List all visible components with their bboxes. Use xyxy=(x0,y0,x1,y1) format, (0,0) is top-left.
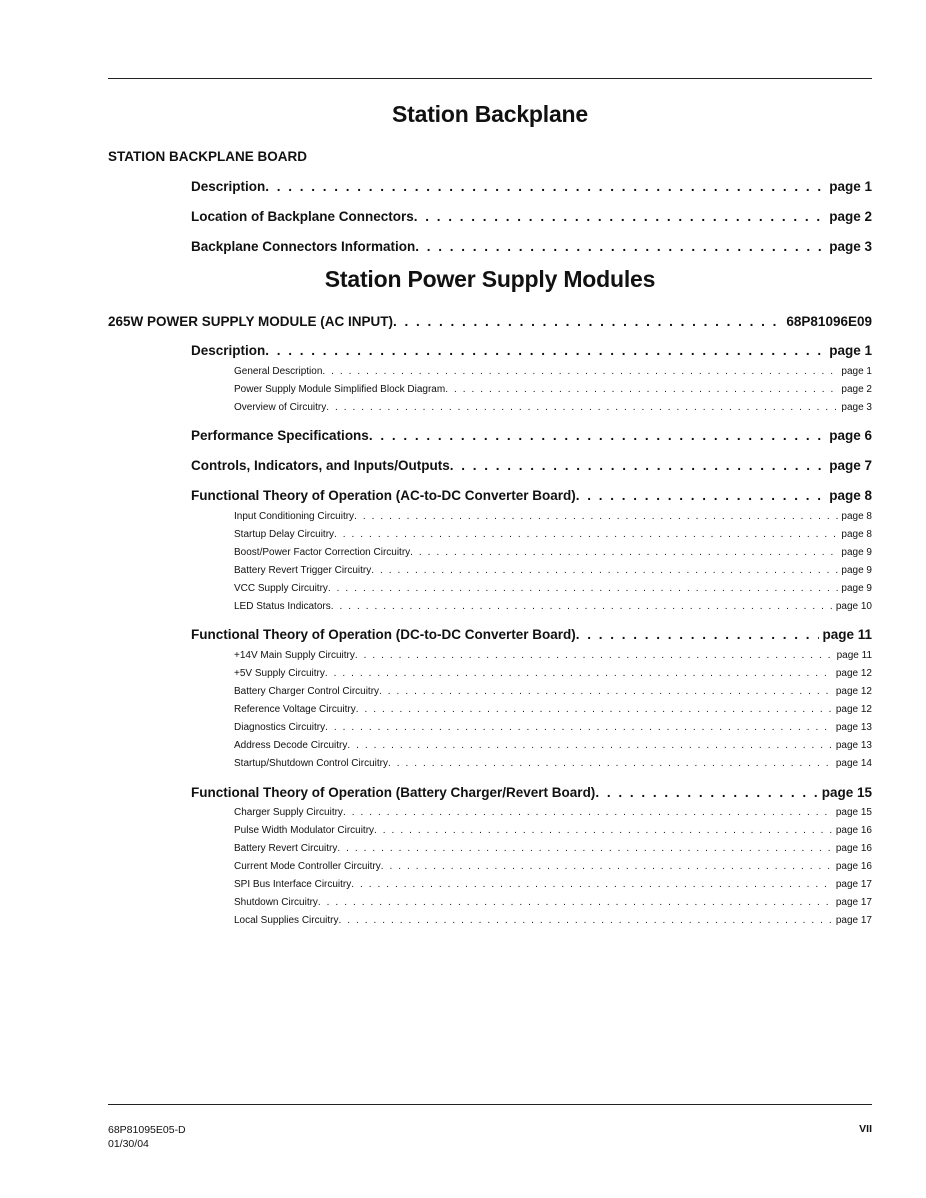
toc-subentry-label: SPI Bus Interface Circuitry xyxy=(234,879,352,890)
dot-leader xyxy=(374,825,833,836)
dot-leader xyxy=(325,668,833,679)
dot-leader xyxy=(339,915,833,926)
toc-entry-page: page 1 xyxy=(829,179,872,194)
toc-subentry[interactable] xyxy=(234,704,872,715)
toc-subentry-label: Current Mode Controller Circuitry xyxy=(234,861,381,872)
toc-subentry-label: Pulse Width Modulator Circuitry xyxy=(234,825,375,836)
toc-entry-label: Performance Specifications xyxy=(191,428,369,443)
toc-entry-page: page 1 xyxy=(829,343,872,358)
chapter-entry-265w[interactable] xyxy=(108,314,872,329)
section-title-backplane: Station Backplane xyxy=(392,101,588,127)
dot-leader xyxy=(337,843,832,854)
toc-entry-label: Functional Theory of Operation (Battery Charger/Revert Board) xyxy=(191,785,596,800)
toc-subentry-label: Input Conditioning Circuitry xyxy=(234,511,355,522)
toc-entry-label: Description xyxy=(191,343,266,358)
toc-entry-page: page 3 xyxy=(829,239,872,254)
toc-entry-page: page 2 xyxy=(829,209,872,224)
toc-subentry-page: page 13 xyxy=(835,740,872,751)
dot-leader xyxy=(318,897,833,908)
toc-entry[interactable] xyxy=(191,785,872,800)
toc-entry-page: page 6 xyxy=(829,428,872,443)
dot-leader xyxy=(393,314,783,329)
dot-leader xyxy=(265,343,826,358)
dot-leader xyxy=(265,179,826,194)
toc-subentry-page: page 8 xyxy=(841,511,872,522)
toc-subentry[interactable] xyxy=(234,511,872,522)
dot-leader xyxy=(343,807,833,818)
dot-leader xyxy=(331,601,833,612)
toc-subentry-page: page 12 xyxy=(835,668,872,679)
toc-subentry[interactable] xyxy=(234,547,872,558)
dot-leader xyxy=(576,627,820,642)
toc-subentry-page: page 16 xyxy=(835,843,872,854)
dot-leader xyxy=(369,428,826,443)
toc-subentry[interactable] xyxy=(234,740,872,751)
dot-leader xyxy=(445,384,838,395)
toc-entry[interactable] xyxy=(191,428,872,443)
toc-subentry-page: page 8 xyxy=(841,529,872,540)
toc-entry-label: Location of Backplane Connectors xyxy=(191,209,414,224)
dot-leader xyxy=(595,785,818,800)
toc-subentry-page: page 3 xyxy=(841,402,872,413)
toc-subentry[interactable] xyxy=(234,825,872,836)
dot-leader xyxy=(326,402,838,413)
toc-subentry[interactable] xyxy=(234,861,872,872)
toc-entry-page: page 8 xyxy=(829,488,872,503)
toc-subentry-label: Power Supply Module Simplified Block Diagram xyxy=(234,384,446,395)
toc-subentry-label: Boost/Power Factor Correction Circuitry xyxy=(234,547,411,558)
toc-subentry-label: Charger Supply Circuitry xyxy=(234,807,343,818)
toc-entry-label: Functional Theory of Operation (DC-to-DC Converter Board) xyxy=(191,627,576,642)
toc-subentry-page: page 10 xyxy=(835,601,872,612)
toc-subentry-page: page 9 xyxy=(841,565,872,576)
toc-subentry-label: +14V Main Supply Circuitry xyxy=(234,650,355,661)
dot-leader xyxy=(414,209,826,224)
toc-entry-page: page 11 xyxy=(822,627,872,642)
toc-subentry-label: Diagnostics Circuitry xyxy=(234,722,326,733)
dot-leader xyxy=(371,565,838,576)
toc-subentry[interactable] xyxy=(234,879,872,890)
section-title-power-supply: Station Power Supply Modules xyxy=(324,266,656,292)
toc-entry-page: page 7 xyxy=(829,458,872,473)
header-rule xyxy=(108,78,872,79)
toc-subentry-page: page 14 xyxy=(835,758,872,769)
toc-subentry-page: page 17 xyxy=(835,879,872,890)
footer-doc-info xyxy=(108,1123,186,1151)
toc-subentry-page: page 12 xyxy=(835,686,872,697)
toc-subentry-page: page 13 xyxy=(835,722,872,733)
toc-subentry[interactable] xyxy=(234,650,872,661)
toc-subentry-page: page 16 xyxy=(835,861,872,872)
toc-entry[interactable] xyxy=(191,239,872,254)
toc-subentry-label: +5V Supply Circuitry xyxy=(234,668,325,679)
toc-subentry-page: page 2 xyxy=(841,384,872,395)
toc-subentry-label: LED Status Indicators xyxy=(234,601,331,612)
dot-leader xyxy=(415,239,826,254)
toc-subentry[interactable] xyxy=(234,915,872,926)
toc-subentry-page: page 16 xyxy=(835,825,872,836)
toc-subentry[interactable] xyxy=(234,384,872,395)
dot-leader xyxy=(450,458,826,473)
dot-leader xyxy=(347,740,832,751)
toc-subentry-label: Shutdown Circuitry xyxy=(234,897,318,908)
dot-leader xyxy=(388,758,833,769)
toc-entry[interactable] xyxy=(191,627,872,642)
toc-subentry[interactable] xyxy=(234,686,872,697)
toc-subentry-label: Startup/Shutdown Control Circuitry xyxy=(234,758,388,769)
dot-leader xyxy=(328,583,838,594)
toc-subentry-label: Startup Delay Circuitry xyxy=(234,529,335,540)
toc-subentry[interactable] xyxy=(234,529,872,540)
dot-leader xyxy=(355,650,834,661)
footer-rule xyxy=(108,1104,872,1105)
toc-subentry[interactable] xyxy=(234,843,872,854)
toc-subentry-page: page 11 xyxy=(836,650,872,661)
toc-subentry[interactable] xyxy=(234,601,872,612)
toc-subentry[interactable] xyxy=(234,897,872,908)
toc-subentry-label: VCC Supply Circuitry xyxy=(234,583,328,594)
chapter-entry-docnum: 68P81096E09 xyxy=(786,314,872,329)
toc-subentry[interactable] xyxy=(234,758,872,769)
dot-leader xyxy=(334,529,838,540)
toc-subentry[interactable] xyxy=(234,366,872,377)
toc-subentry-page: page 15 xyxy=(835,807,872,818)
chapter-entry-label: 265W POWER SUPPLY MODULE (AC INPUT) xyxy=(108,314,394,329)
toc-subentry[interactable] xyxy=(234,722,872,733)
toc-subentry-label: Battery Charger Control Circuitry xyxy=(234,686,380,697)
footer-page-number: VII xyxy=(859,1123,872,1135)
toc-subentry-page: page 9 xyxy=(841,583,872,594)
toc-entry-label: Backplane Connectors Information xyxy=(191,239,416,254)
toc-entry-label: Controls, Indicators, and Inputs/Outputs xyxy=(191,458,450,473)
toc-subentry-page: page 17 xyxy=(835,915,872,926)
toc-subentry[interactable] xyxy=(234,807,872,818)
dot-leader xyxy=(325,722,833,733)
toc-subentry[interactable] xyxy=(234,583,872,594)
dot-leader xyxy=(322,366,838,377)
toc-subentry-label: Reference Voltage Circuitry xyxy=(234,704,356,715)
toc-entry[interactable] xyxy=(191,209,872,224)
toc-subentry[interactable] xyxy=(234,668,872,679)
toc-entry[interactable] xyxy=(191,458,872,473)
footer-doc-number: 68P81095E05-D xyxy=(108,1124,186,1136)
toc-subentry-label: Overview of Circuitry xyxy=(234,402,327,413)
toc-subentry-label: Battery Revert Trigger Circuitry xyxy=(234,565,372,576)
toc-subentry[interactable] xyxy=(234,565,872,576)
toc-subentry-label: General Description xyxy=(234,366,323,377)
chapter-heading-backplane-board: STATION BACKPLANE BOARD xyxy=(108,149,307,164)
toc-entry[interactable] xyxy=(191,343,872,358)
toc-entry-label: Functional Theory of Operation (AC-to-DC Converter Board) xyxy=(191,488,576,503)
dot-leader xyxy=(576,488,826,503)
toc-subentry-label: Battery Revert Circuitry xyxy=(234,843,338,854)
dot-leader xyxy=(356,704,833,715)
toc-entry-label: Description xyxy=(191,179,266,194)
toc-subentry-label: Local Supplies Circuitry xyxy=(234,915,339,926)
toc-entry-page: page 15 xyxy=(821,785,872,800)
dot-leader xyxy=(381,861,833,872)
toc-subentry-page: page 9 xyxy=(841,547,872,558)
dot-leader xyxy=(351,879,833,890)
toc-subentry-page: page 1 xyxy=(841,366,872,377)
dot-leader xyxy=(379,686,833,697)
toc-entry[interactable] xyxy=(191,179,872,194)
toc-subentry-page: page 17 xyxy=(835,897,872,908)
toc-subentry-page: page 12 xyxy=(835,704,872,715)
toc-subentry[interactable] xyxy=(234,402,872,413)
toc-subentry-label: Address Decode Circuitry xyxy=(234,740,348,751)
dot-leader xyxy=(354,511,838,522)
footer-date: 01/30/04 xyxy=(108,1138,149,1150)
dot-leader xyxy=(410,547,838,558)
toc-entry[interactable] xyxy=(191,488,872,503)
